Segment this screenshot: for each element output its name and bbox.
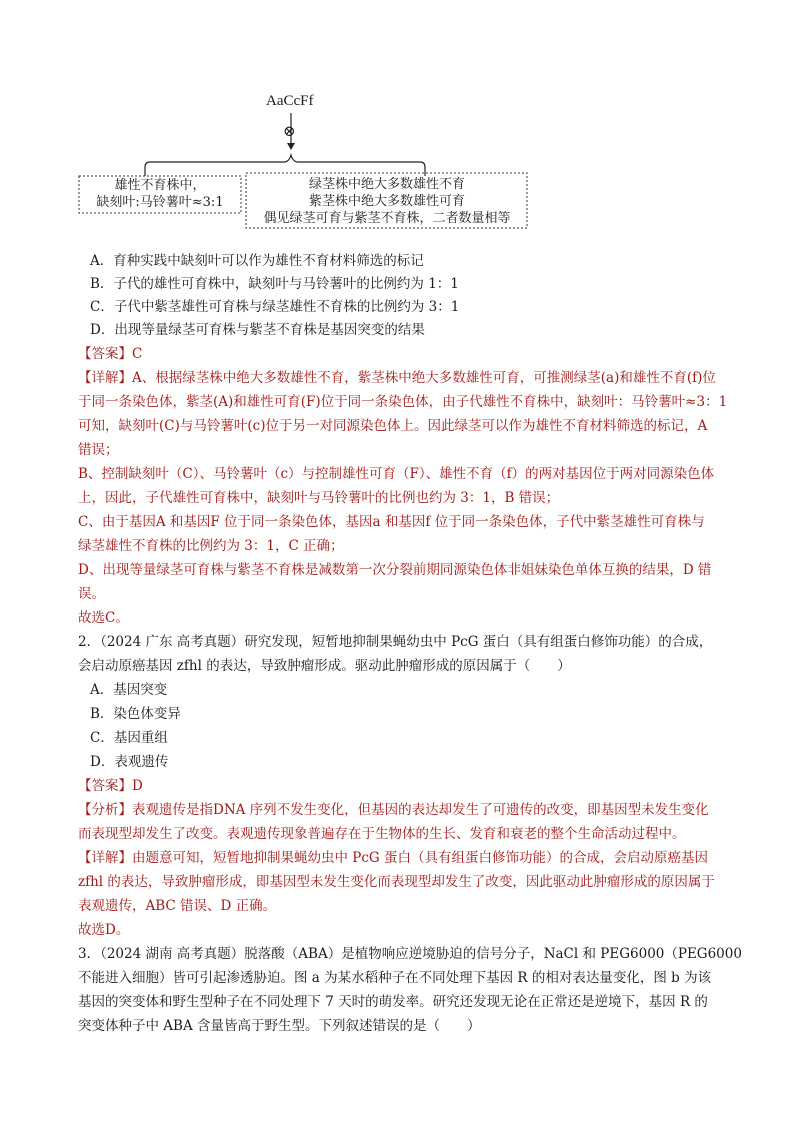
detail-tag: 【详解】: [78, 850, 132, 866]
q1-option-a: A．育种实践中缺刻叶可以作为雄性不育材料筛选的标记: [90, 253, 424, 269]
genetics-diagram: [0, 0, 794, 240]
male-sterile-box: [80, 177, 240, 211]
q2-analysis-line: 而表现型却发生了改变。表观遗传现象普遍存在于生物体的生长、发育和衰老的整个生命活动过程中。: [78, 826, 686, 842]
detail-tag: 【详解】: [78, 370, 132, 386]
q1-detail-line: 【详解】A、根据绿茎株中绝大多数雄性不育，紫茎株中绝大多数雄性可育，可推测绿茎(a)和雄性不育(f)位: [78, 370, 716, 386]
q1-option-c: C．子代中紫茎雄性可育株与绿茎雄性不育株的比例约为 3：1: [90, 299, 460, 315]
q2-detail-line: 表观遗传，ABC 错误、D 正确。: [78, 898, 277, 914]
q3-stem-line: 突变体种子中 ABA 含量皆高于野生型。下列叙述错误的是（ ）: [78, 1018, 481, 1034]
box-line: 雄性不育株中，: [114, 178, 206, 193]
q2-option-b: B．染色体变异: [90, 706, 181, 722]
q1-detail-line: 上，因此，子代雄性可育株中，缺刻叶与马铃薯叶的比例也约为 3：1，B 错误；: [78, 490, 560, 506]
answer-value: D: [132, 778, 143, 794]
q1-detail-line: 于同一条染色体，紫茎(A)和雄性可育(F)位于同一条染色体，由子代雄性不育株中，缺刻叶：马铃薯叶≈3：1: [78, 394, 728, 410]
q3-stem-line: 基因的突变体和野生型种子在不同处理下 7 天时的萌发率。研究还发现无论在正常还是逆境下，基因 R 的: [78, 994, 708, 1010]
q2-detail-line: 【详解】由题意可知，短暂地抑制果蝇幼虫中 PcG 蛋白（具有组蛋白修饰功能）的合成，会启动原癌基因: [78, 850, 709, 866]
q1-detail-line: C、由于基因A 和基因F 位于同一条染色体，基因a 和基因f 位于同一条染色体，子代中紫茎雄性可育株与: [78, 514, 705, 530]
q2-option-d: D．表观遗传: [90, 754, 169, 770]
q1-detail-line: B、控制缺刻叶（C）、马铃薯叶（c）与控制雄性可育（F）、雄性不育（f）的两对基因位于两对同源染色体: [78, 466, 715, 482]
q1-detail-line: 绿茎雄性不育株的比例约为 3：1，C 正确；: [78, 538, 344, 554]
q3-stem-line: 3．（2024 湖南 高考真题）脱落酸（ABA）是植物响应逆境胁迫的信号分子，NaCl 和 PEG6000（PEG6000: [78, 946, 742, 962]
stem-color-box: [248, 176, 526, 227]
answer-value: C: [132, 346, 143, 362]
q1-detail-line: 可知，缺刻叶(C)与马铃薯叶(c)位于另一对同源染色体上。因此绿茎可以作为雄性不育材料筛选的标记，A: [78, 418, 708, 434]
q2-answer: [78, 775, 794, 797]
q2-analysis-line: 【分析】表观遗传是指DNA 序列不发生变化，但基因的表达却发生了可遗传的改变，即基因型未发生变化: [78, 802, 709, 818]
q2-stem-line: 2．（2024 广东 高考真题）研究发现，短暂地抑制果蝇幼虫中 PcG 蛋白（具有组蛋白修饰功能）的合成，: [78, 634, 713, 650]
q1-detail-line: 错误；: [78, 442, 119, 458]
box-line: 紫茎株中绝大多数雄性可育: [308, 194, 465, 209]
q1-conclusion: 故选C。: [78, 610, 129, 626]
answer-tag: 【答案】: [78, 778, 132, 794]
analysis-tag: 【分析】: [78, 802, 132, 818]
q1-option-d: D．出现等量绿茎可育株与紫茎不育株是基因突变的结果: [90, 322, 425, 338]
box-line: 偶见绿茎可育与紫茎不育株，二者数量相等: [263, 211, 511, 226]
q2-conclusion: 故选D。: [78, 922, 130, 938]
box-line: 绿茎株中绝大多数雄性不育: [308, 177, 465, 192]
q3-stem-line: 不能进入细胞）皆可引起渗透胁迫。图 a 为某水稻种子在不同处理下基因 R 的相对表达量变化，图 b 为该: [78, 970, 712, 986]
q1-option-b: B．子代的雄性可育株中，缺刻叶与马铃薯叶的比例约为 1：1: [90, 276, 459, 292]
q1-answer: [78, 343, 794, 365]
q1-detail-line: D、出现等量绿茎可育株与紫茎不育株是减数第一次分裂前期同源染色体非姐妹染色单体互换的结果，D 错: [78, 562, 712, 578]
parent-genotype: AaCcFf: [266, 93, 314, 109]
answer-tag: 【答案】: [78, 346, 132, 362]
selfing-symbol: ⊗: [283, 122, 296, 140]
box-line: 缺刻叶:马铃薯叶≈3:1: [96, 195, 224, 210]
q2-stem-line: 会启动原癌基因 zfhl 的表达，导致肿瘤形成。驱动此肿瘤形成的原因属于（ ）: [78, 658, 571, 674]
q1-detail-line: 误。: [78, 586, 105, 602]
q2-detail-line: zfhl 的表达，导致肿瘤形成，即基因型未发生变化而表现型却发生了改变，因此驱动此肿瘤形成的原因属于: [78, 874, 715, 890]
q2-option-c: C．基因重组: [90, 730, 168, 746]
q2-option-a: A．基因突变: [90, 682, 168, 698]
